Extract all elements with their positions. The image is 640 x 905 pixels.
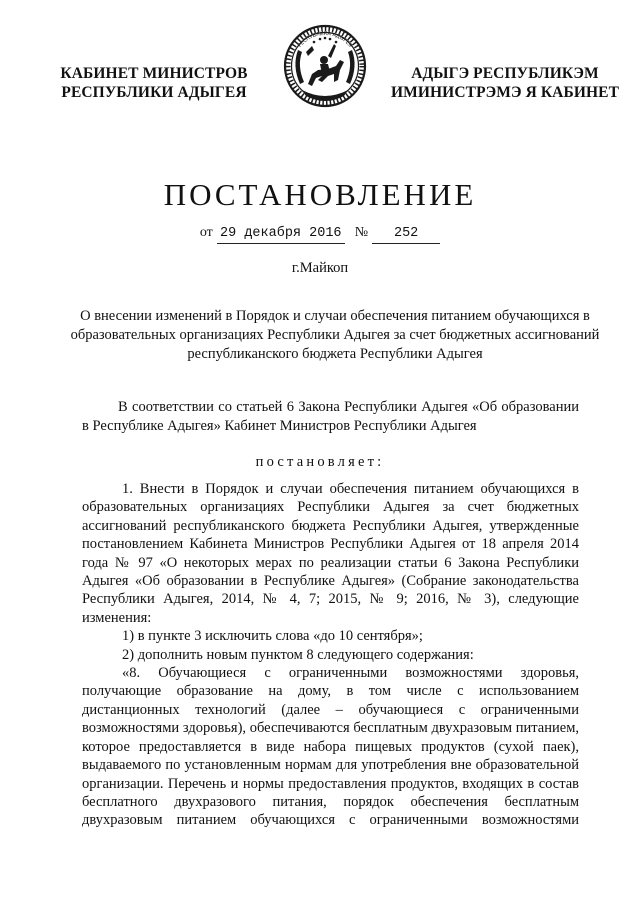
date-number-line: [0, 222, 640, 244]
body-paragraph-4: «8. Обучающиеся с ограниченными возможностями здоровья, получающие образование на дому, в том числе с использованием дистанционных технологий (далее – обучающиеся с ограниченными возможностями здоровья), обеспечиваются бесплатным двухразовым питанием, которое предоставляется в виде набора пищевых продуктов (сухой паек), выдаваемого по установленным нормам для употребления вне образовательной организации. Перечень и нормы предоставления продуктов, входящих в состав бесплатного двухразового питания, порядок обеспечения бесплатным двухразовым питанием обучающихся с ограниченными возможностями: [82, 665, 579, 829]
date-prefix: от: [199, 225, 213, 240]
document-preamble: [82, 398, 579, 436]
body-paragraph-2: 1) в пункте 3 исключить слова «до 10 сентября»;: [122, 628, 423, 645]
org-right-line-1: АДЫГЭ РЕСПУБЛИКЭМ: [411, 65, 599, 82]
document-date: 29 декабря 2016: [217, 225, 345, 244]
coat-of-arms-emblem: [278, 22, 372, 110]
emblem-ring-text: РЕСПУБЛИКА АДЫГЕЯ: [297, 30, 353, 49]
document-number: 252: [372, 225, 440, 244]
document-subject: О внесении изменений в Порядок и случаи обеспечения питанием обучающихся в образовательных организациях Республики Адыгея за счет бюджетных ассигнований республиканского бюджета Республики Адыгея: [70, 308, 600, 362]
emblem-graphic: [278, 22, 372, 110]
document-body: [82, 480, 579, 830]
org-left-line-2: РЕСПУБЛИКИ АДЫГЕЯ: [61, 84, 247, 101]
resolves-word: постановляет:: [255, 454, 385, 470]
org-left-line-1: КАБИНЕТ МИНИСТРОВ: [60, 65, 248, 82]
document-city: г.Майкоп: [291, 260, 349, 276]
body-paragraph-1: 1. Внести в Порядок и случаи обеспечения питанием обучающихся в образовательных организациях Республики Адыгея за счет бюджетных ассигнований республиканского бюджета Республики Адыгея, утвержденные постановлением Кабинета Министров Республики Адыгея от 18 апреля 2014 года № 97 «О некоторых мерах по реализации статьи 6 Закона Республики Адыгея «Об образовании в Республике Адыгея» (Собрание законодательства Республики Адыгея, 2014, № 4, 7; 2015, № 9; 2016, № 3), следующие изменения:: [82, 481, 579, 626]
organization-name-adyghe: [386, 64, 624, 102]
preamble-text: В соответствии со статьей 6 Закона Республики Адыгея «Об образовании в Республике Адыгея» Кабинет Министров Республики Адыгея: [82, 399, 579, 434]
organization-name-russian: [58, 64, 250, 102]
body-paragraph-3: 2) дополнить новым пунктом 8 следующего содержания:: [122, 646, 474, 663]
document-title: ПОСТАНОВЛЕНИЕ: [163, 177, 477, 212]
number-prefix: №: [354, 225, 369, 240]
org-right-line-2: ИМИНИСТРЭМЭ Я КАБИНЕТ: [390, 84, 620, 101]
